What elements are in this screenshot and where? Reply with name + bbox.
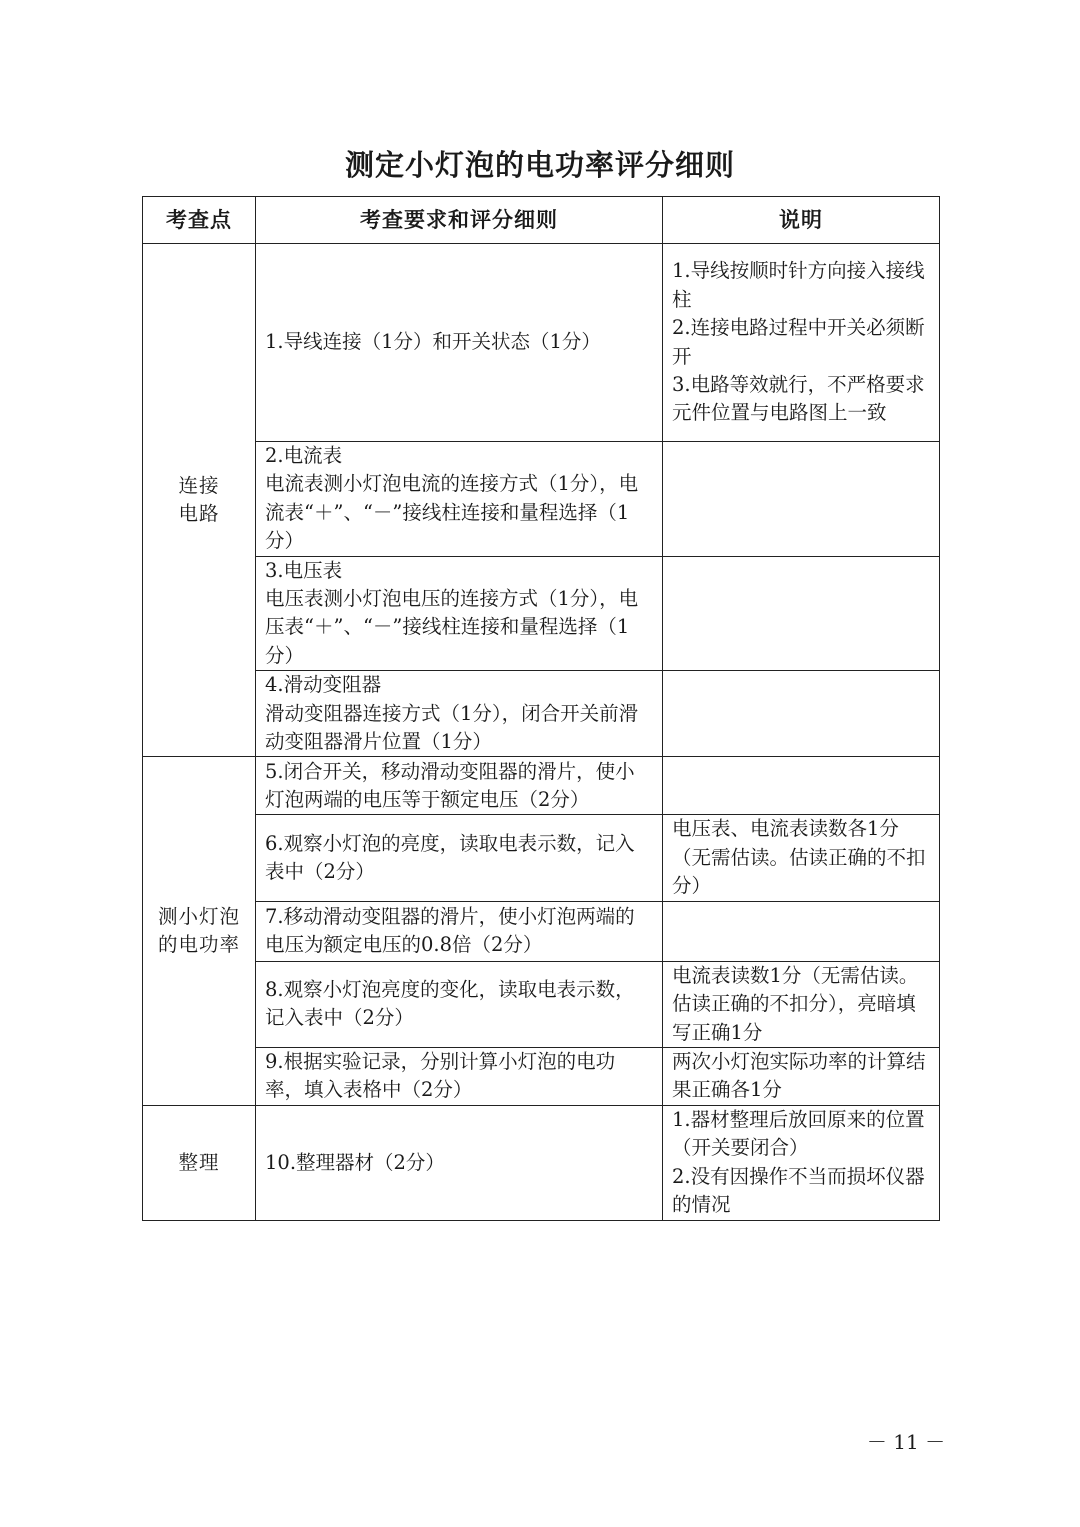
requirement-cell: 9.根据实验记录，分别计算小灯泡的电功率，填入表格中（2分） [256, 1047, 663, 1105]
table-row [143, 556, 940, 671]
note-cell [663, 671, 940, 757]
note-cell [663, 901, 940, 961]
table-row [143, 815, 940, 901]
requirement-cell: 2.电流表 电流表测小灯泡电流的连接方式（1分），电流表“＋”、“－”接线柱连接和量程选择（1分） [256, 442, 663, 557]
note-cell: 两次小灯泡实际功率的计算结果正确各1分 [663, 1047, 940, 1105]
note-cell [663, 757, 940, 815]
header-requirements: 考查要求和评分细则 [256, 197, 663, 244]
requirement-cell: 1.导线连接（1分）和开关状态（1分） [256, 244, 663, 442]
table-row [143, 671, 940, 757]
requirement-cell: 8.观察小灯泡亮度的变化，读取电表示数，记入表中（2分） [256, 961, 663, 1047]
category-measure-power: 测小灯泡 的电功率 [143, 757, 256, 1105]
table-row [143, 1047, 940, 1105]
note-cell: 1.器材整理后放回原来的位置（开关要闭合） 2.没有因操作不当而损坏仪器的情况 [663, 1105, 940, 1220]
note-cell: 电流表读数1分（无需估读。估读正确的不扣分），亮暗填写正确1分 [663, 961, 940, 1047]
category-connect-circuit: 连接 电路 [143, 244, 256, 757]
table-row [143, 901, 940, 961]
table-row [143, 244, 940, 442]
table-row [143, 961, 940, 1047]
table-row [143, 442, 940, 557]
note-cell [663, 442, 940, 557]
page-number: － 11 － [866, 1430, 946, 1454]
requirement-cell: 3.电压表 电压表测小灯泡电压的连接方式（1分），电压表“＋”、“－”接线柱连接和量程选择（1分） [256, 556, 663, 671]
requirement-cell: 5.闭合开关，移动滑动变阻器的滑片，使小灯泡两端的电压等于额定电压（2分） [256, 757, 663, 815]
note-cell: 1.导线按顺时针方向接入接线柱 2.连接电路过程中开关必须断开 3.电路等效就行，不严格要求元件位置与电路图上一致 [663, 244, 940, 442]
scoring-table [142, 196, 940, 1221]
note-cell: 电压表、电流表读数各1分（无需估读。估读正确的不扣分） [663, 815, 940, 901]
table-row [143, 757, 940, 815]
requirement-cell: 4.滑动变阻器 滑动变阻器连接方式（1分），闭合开关前滑动变阻器滑片位置（1分） [256, 671, 663, 757]
table-header-row [143, 197, 940, 244]
requirement-cell: 6.观察小灯泡的亮度，读取电表示数，记入表中（2分） [256, 815, 663, 901]
page-title: 测定小灯泡的电功率评分细则 [344, 148, 735, 182]
header-checkpoint: 考查点 [143, 197, 256, 244]
note-cell [663, 556, 940, 671]
header-notes: 说明 [663, 197, 940, 244]
requirement-cell: 7.移动滑动变阻器的滑片，使小灯泡两端的电压为额定电压的0.8倍（2分） [256, 901, 663, 961]
category-tidy-up: 整理 [143, 1105, 256, 1220]
table-row [143, 1105, 940, 1220]
requirement-cell: 10.整理器材（2分） [256, 1105, 663, 1220]
